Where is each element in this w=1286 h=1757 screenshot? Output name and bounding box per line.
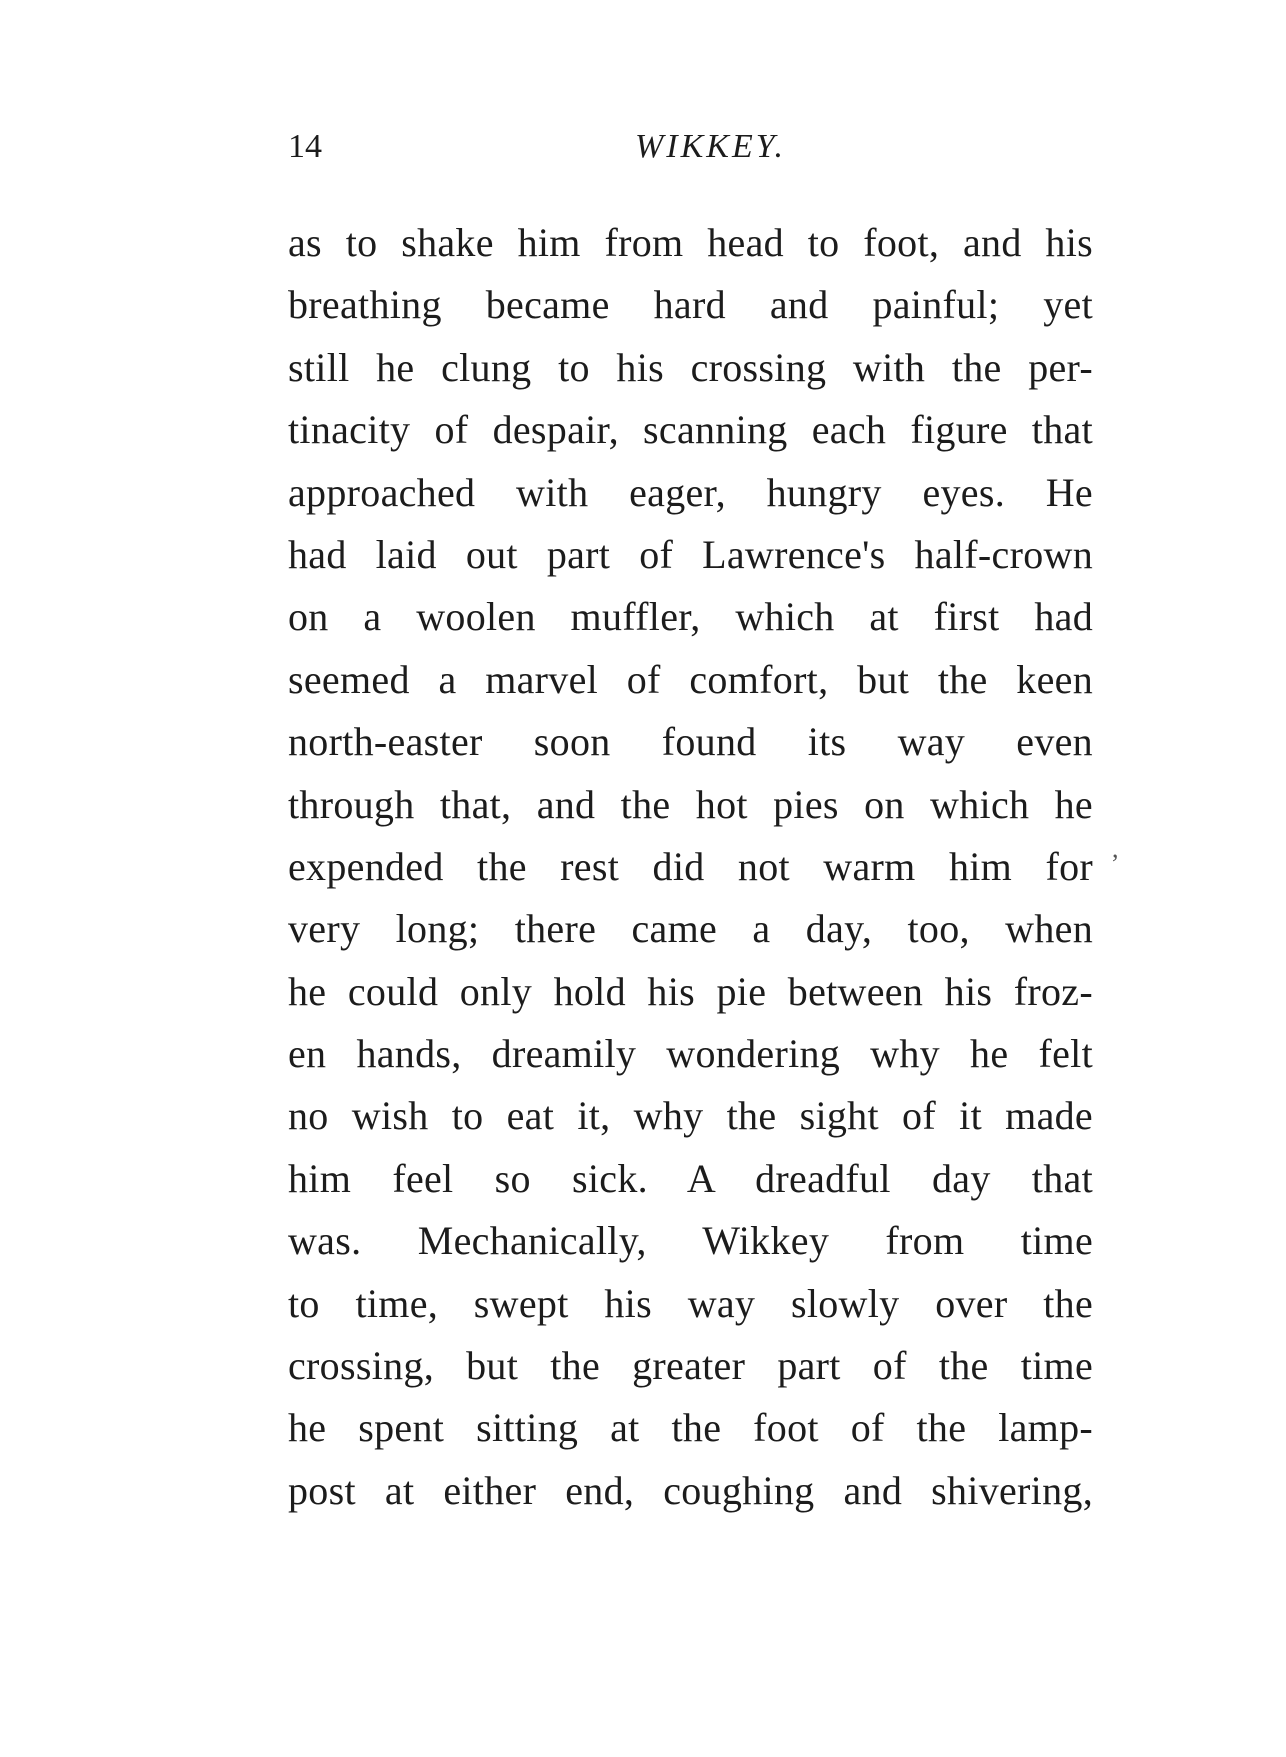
page-number: 14 xyxy=(288,128,322,165)
text-line: crossing, but the greater part of the time xyxy=(288,1343,1093,1389)
text-line: to time, swept his way slowly over the xyxy=(288,1280,1093,1326)
text-line: as to shake him from head to foot, and his xyxy=(288,220,1093,265)
running-title: WIKKEY. xyxy=(634,128,787,165)
text-line: expended the rest did not warm him for xyxy=(288,843,1093,889)
text-line: breathing became hard and painful; yet xyxy=(288,282,1093,328)
running-head xyxy=(288,122,1093,172)
text-line: north-easter soon found its way even xyxy=(288,719,1093,765)
text-line: approached with eager, hungry eyes. He xyxy=(288,469,1093,515)
stray-print-mark: , xyxy=(1112,834,1119,863)
text-line: he could only hold his pie between his froz- xyxy=(288,968,1093,1014)
text-line: had laid out part of Lawrence's half-crown xyxy=(288,531,1093,577)
text-line: still he clung to his crossing with the per- xyxy=(288,344,1093,390)
body-text xyxy=(288,212,1093,1522)
text-line: through that, and the hot pies on which he xyxy=(288,781,1093,827)
text-line: on a woolen muffler, which at first had xyxy=(288,594,1093,640)
text-line: en hands, dreamily wondering why he felt xyxy=(288,1031,1093,1077)
text-line: seemed a marvel of comfort, but the keen xyxy=(288,656,1093,702)
text-line: him feel so sick. A dreadful day that xyxy=(288,1155,1093,1201)
text-line: he spent sitting at the foot of the lamp- xyxy=(288,1405,1093,1451)
text-line: no wish to eat it, why the sight of it made xyxy=(288,1093,1093,1139)
text-line: very long; there came a day, too, when xyxy=(288,906,1093,952)
text-line: post at either end, coughing and shivering, xyxy=(288,1467,1093,1513)
text-line: was. Mechanically, Wikkey from time xyxy=(288,1218,1093,1264)
text-line: tinacity of despair, scanning each figure that xyxy=(288,407,1093,453)
